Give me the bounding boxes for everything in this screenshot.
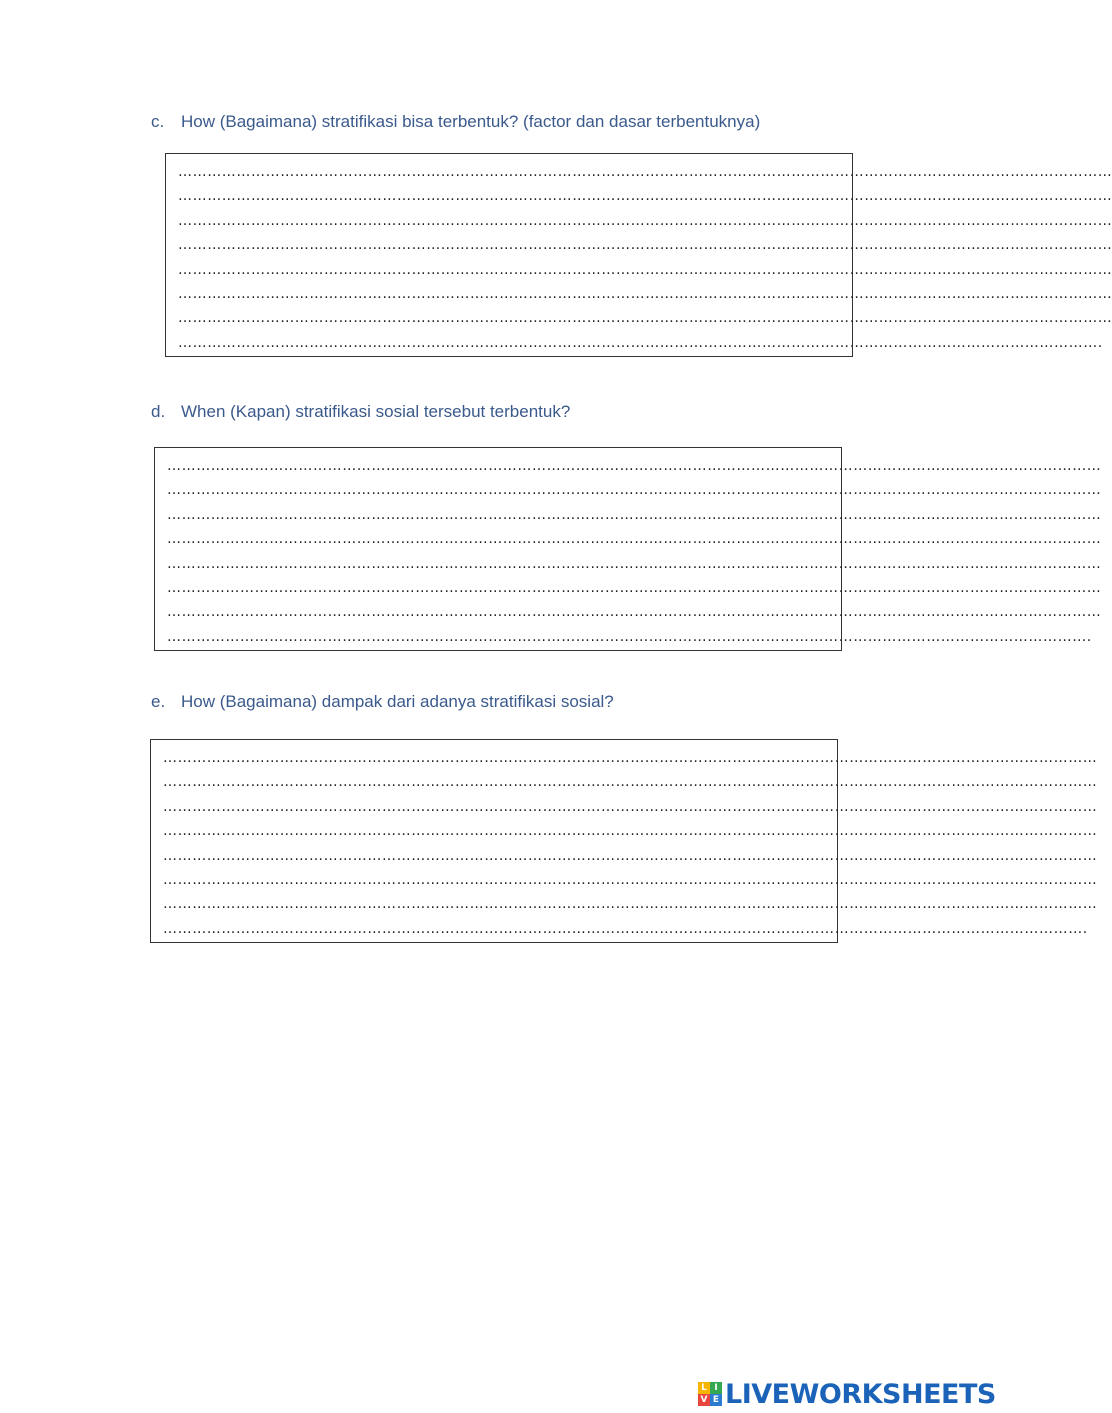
brand-name: LIVEWORKSHEETS (725, 1378, 996, 1410)
answer-line: ………………………………………………………………………………………………………………………………………………………………………… (167, 604, 1102, 621)
logo-letter: I (710, 1382, 722, 1394)
answer-line: ………………………………………………………………………………………………………………………………………………………………………… (178, 164, 1112, 180)
answer-line: ………………………………………………………………………………………………………………………………………………………………………… (178, 261, 1112, 278)
question-e (151, 692, 614, 712)
logo-letter: L (698, 1382, 710, 1394)
answer-line: ………………………………………………………………………………………………………………………………………………………………………… (178, 188, 1112, 205)
answer-line: ………………………………………………………………………………………………………………………………………………………………………… (163, 750, 1098, 766)
question-text: How (Bagaimana) dampak dari adanya stratifikasi sosial? (181, 692, 614, 711)
answer-line: ………………………………………………………………………………………………………………………………………………………………………… (178, 237, 1112, 254)
liveworksheets-logo (698, 1377, 996, 1411)
answer-line: ………………………………………………………………………………………………………………………………………………………………………… (167, 531, 1102, 548)
question-letter: d. (151, 402, 166, 421)
answer-line: ………………………………………………………………………………………………………………………………………………………………………… (163, 896, 1098, 913)
answer-line: ………………………………………………………………………………………………………………………………………………………………………… (163, 798, 1098, 815)
answer-line: ………………………………………………………………………………………………………………………………………………………………………… (178, 310, 1112, 327)
answer-line: ………………………………………………………………………………………………………………………………………………………………………… (163, 774, 1098, 791)
logo-letter: V (698, 1394, 710, 1406)
answer-line: ………………………………………………………………………………………………………………………………………………………………………… (167, 579, 1102, 596)
question-letter: c. (151, 112, 165, 131)
answer-line: ………………………………………………………………………………………………………………………………………………………………………… (178, 212, 1112, 229)
answer-line: ………………………………………………………………………………………………………………………………………………………………………… (167, 482, 1102, 499)
answer-line: ………………………………………………………………………………………………………………………………………………………………………… (163, 871, 1098, 888)
logo-letter: E (710, 1394, 722, 1406)
answer-line: ………………………………………………………………………………………………………………………………………………………………………… (163, 847, 1098, 864)
answer-line: ………………………………………………………………………………………………………………………………………………………………………… (163, 823, 1098, 840)
answer-line-last: ………………………………………………………………………………………………………………………………………………………………………. (163, 920, 1088, 937)
answer-line: ………………………………………………………………………………………………………………………………………………………………………… (167, 555, 1102, 572)
question-text: How (Bagaimana) stratifikasi bisa terbentuk? (factor dan dasar terbentuknya) (181, 112, 761, 131)
answer-line-last: ………………………………………………………………………………………………………………………………………………………………………. (178, 334, 1103, 351)
liveworksheets-icon (698, 1382, 722, 1406)
answer-box-d[interactable] (154, 447, 1102, 651)
question-d (151, 402, 570, 422)
question-text: When (Kapan) stratifikasi sosial tersebut terbentuk? (181, 402, 571, 421)
answer-line: ………………………………………………………………………………………………………………………………………………………………………… (167, 458, 1102, 474)
answer-box-c[interactable] (165, 153, 1112, 357)
answer-line: ………………………………………………………………………………………………………………………………………………………………………… (178, 285, 1112, 302)
question-letter: e. (151, 692, 166, 711)
question-c (151, 112, 760, 132)
answer-line: ………………………………………………………………………………………………………………………………………………………………………… (167, 506, 1102, 523)
answer-box-e[interactable] (150, 739, 1098, 943)
answer-line-last: ………………………………………………………………………………………………………………………………………………………………………. (167, 628, 1092, 645)
